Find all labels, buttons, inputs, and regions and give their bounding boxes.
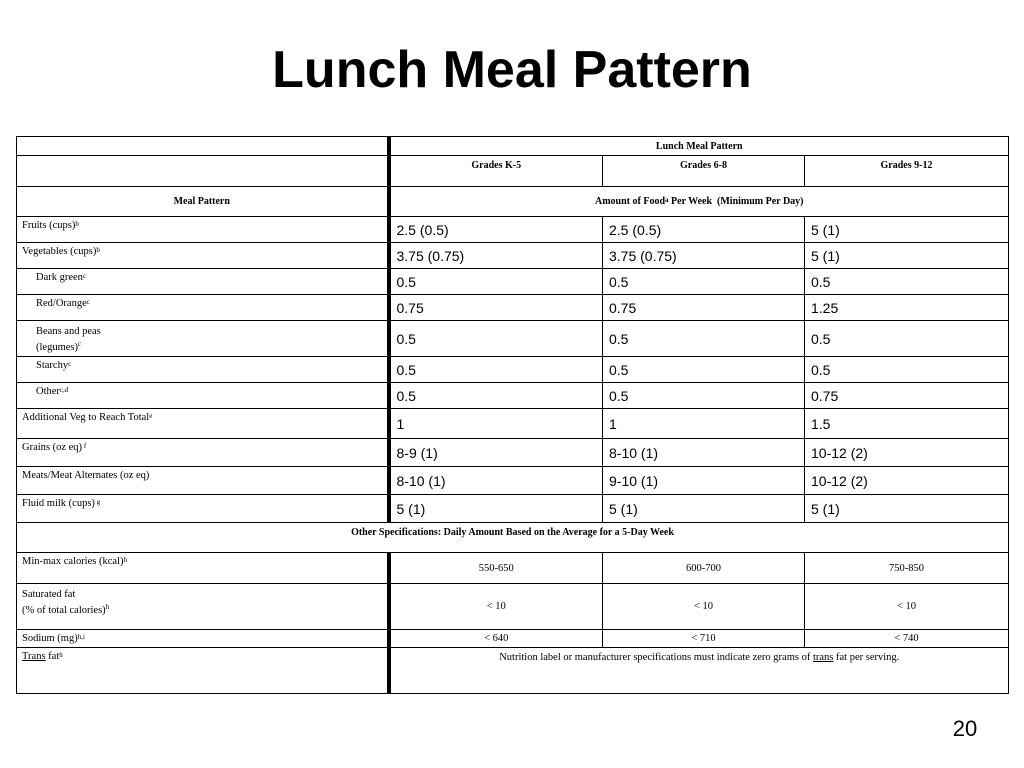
food-row <box>17 243 1009 269</box>
spec-row-value: 750-850 <box>805 553 1009 584</box>
food-row-label: Grains (oz eq) $^f$ <box>17 439 389 467</box>
food-row-value: 8-9 (1) <box>389 439 603 467</box>
food-row-value: 1 <box>603 409 805 439</box>
food-row-value: 0.75 <box>389 295 603 321</box>
spec-row-value: < 710 <box>603 630 805 648</box>
grade-header-k5: Grades K-5 <box>389 156 603 187</box>
trans-fat-requirement: Nutrition label or manufacturer specifications must indicate zero grams of trans fat per serving. <box>389 648 1009 694</box>
food-row <box>17 409 1009 439</box>
spec-row <box>17 630 1009 648</box>
food-row-value: 0.5 <box>603 383 805 409</box>
food-row-value: 0.5 <box>603 321 805 357</box>
food-row-label: Dark green$^c$ <box>17 269 389 295</box>
food-row-value: 3.75 (0.75) <box>389 243 603 269</box>
food-row-value: 0.75 <box>805 383 1009 409</box>
spec-row-value: 550-650 <box>389 553 603 584</box>
grade-header-9-12: Grades 9-12 <box>805 156 1009 187</box>
food-row-value: 0.5 <box>805 321 1009 357</box>
blank-header-cell <box>17 137 389 156</box>
food-row-value: 5 (1) <box>603 495 805 523</box>
food-row-label: Red/Orange$^c$ <box>17 295 389 321</box>
food-row <box>17 357 1009 383</box>
food-row <box>17 269 1009 295</box>
food-row-value: 5 (1) <box>389 495 603 523</box>
spec-row <box>17 553 1009 584</box>
grade-header-6-8: Grades 6-8 <box>603 156 805 187</box>
page-title: Lunch Meal Pattern <box>272 41 752 99</box>
table-caption: Lunch Meal Pattern <box>389 137 1009 156</box>
food-row <box>17 295 1009 321</box>
food-row <box>17 439 1009 467</box>
amount-header: Amount of Food$^a$ Per Week (Minimum Per Day) <box>389 187 1009 217</box>
food-row-value: 0.5 <box>805 269 1009 295</box>
food-row-value: 0.5 <box>805 357 1009 383</box>
food-row-value: 8-10 (1) <box>389 467 603 495</box>
spec-row-value: 600-700 <box>603 553 805 584</box>
food-row-label: Additional Veg to Reach Total$^e$ <box>17 409 389 439</box>
food-row-label: Vegetables (cups)$^b$ <box>17 243 389 269</box>
spec-row-label: Min-max calories (kcal)$^h$ <box>17 553 389 584</box>
food-row-label: Starchy$^c$ <box>17 357 389 383</box>
food-row-value: 0.75 <box>603 295 805 321</box>
food-row-value: 0.5 <box>389 357 603 383</box>
spec-row-value: < 740 <box>805 630 1009 648</box>
food-row-value: 5 (1) <box>805 495 1009 523</box>
food-row-value: 10-12 (2) <box>805 439 1009 467</box>
food-row-value: 2.5 (0.5) <box>603 217 805 243</box>
food-row-value: 1 <box>389 409 603 439</box>
food-row-value: 10-12 (2) <box>805 467 1009 495</box>
spec-row-label: Sodium (mg)$^{h,i}$ <box>17 630 389 648</box>
food-row-label: Beans and peas (legumes)$^c$ <box>17 321 389 357</box>
food-row-value: 0.5 <box>603 357 805 383</box>
food-row-value: 3.75 (0.75) <box>603 243 805 269</box>
food-row-label: Fluid milk (cups) $^g$ <box>17 495 389 523</box>
food-row-value: 0.5 <box>603 269 805 295</box>
food-row-value: 0.5 <box>389 321 603 357</box>
food-row <box>17 467 1009 495</box>
other-specifications-header: Other Specifications: Daily Amount Based on the Average for a 5-Day Week <box>17 523 1009 553</box>
food-row-value: 0.5 <box>389 383 603 409</box>
trans-fat-label: Trans fat$^h$ <box>17 648 389 694</box>
meal-pattern-label: Meal Pattern <box>17 187 389 217</box>
page-number: 20 <box>952 716 978 741</box>
food-row <box>17 495 1009 523</box>
food-row-value: 8-10 (1) <box>603 439 805 467</box>
blank-header-cell <box>17 156 389 187</box>
food-row-value: 1.25 <box>805 295 1009 321</box>
spec-row-value: < 10 <box>603 584 805 630</box>
food-row-value: 5 (1) <box>805 243 1009 269</box>
food-row-value: 2.5 (0.5) <box>389 217 603 243</box>
food-row <box>17 383 1009 409</box>
food-row <box>17 321 1009 357</box>
spec-row-value: < 640 <box>389 630 603 648</box>
spec-row-value: < 10 <box>805 584 1009 630</box>
food-row-label: Meats/Meat Alternates (oz eq) <box>17 467 389 495</box>
spec-row-value: < 10 <box>389 584 603 630</box>
food-row-label: Fruits (cups)$^b$ <box>17 217 389 243</box>
food-row <box>17 217 1009 243</box>
food-row-value: 5 (1) <box>805 217 1009 243</box>
food-row-value: 0.5 <box>389 269 603 295</box>
lunch-meal-pattern-table <box>16 136 1009 694</box>
spec-row <box>17 584 1009 630</box>
food-row-value: 9-10 (1) <box>603 467 805 495</box>
food-row-label: Other$^{c,d}$ <box>17 383 389 409</box>
food-row-value: 1.5 <box>805 409 1009 439</box>
spec-row-label: Saturated fat (% of total calories)$^h$ <box>17 584 389 630</box>
